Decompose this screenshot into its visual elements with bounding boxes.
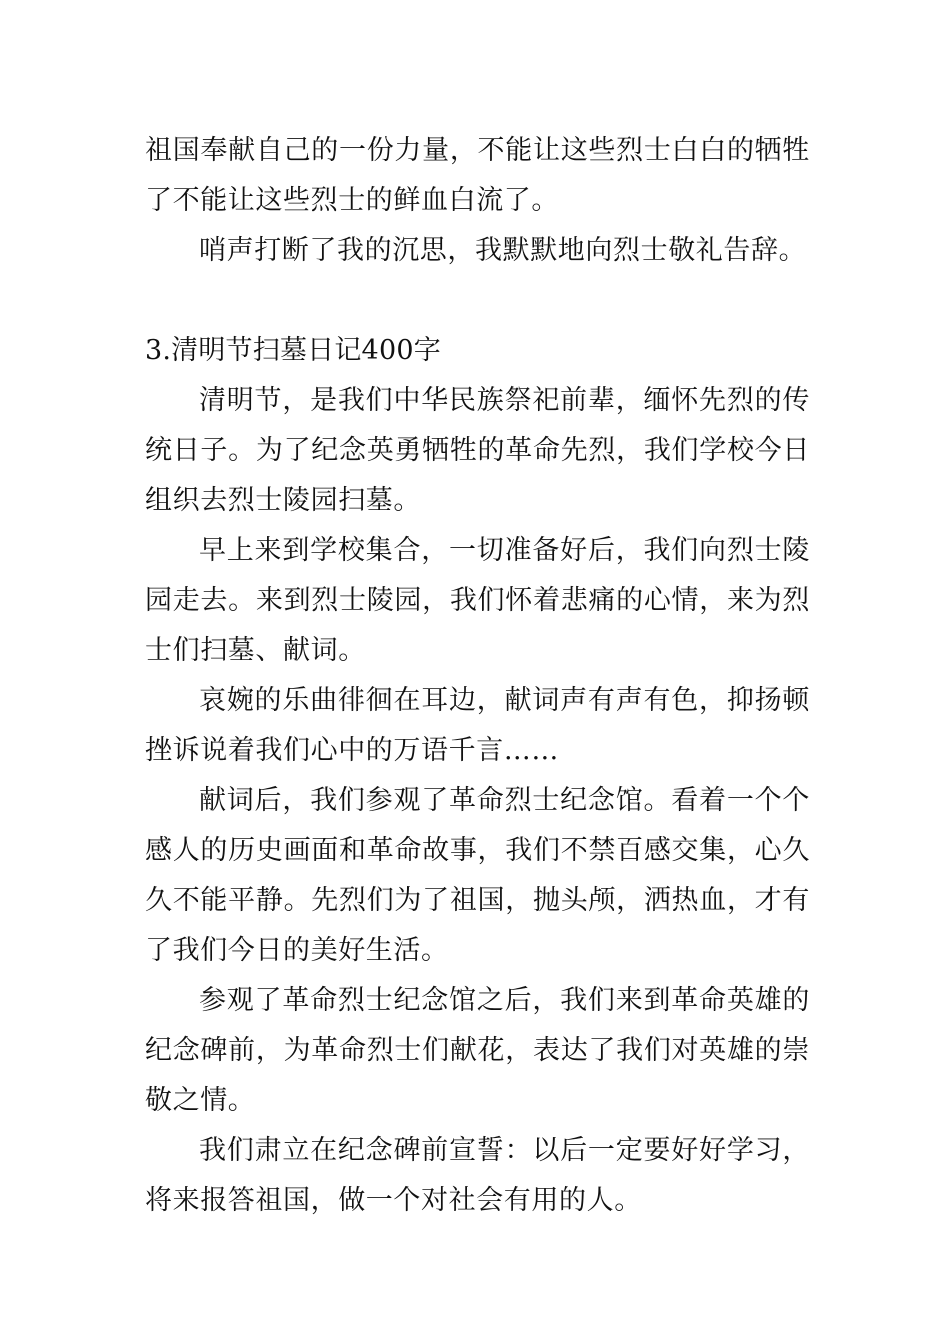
paragraph-6: 我们肃立在纪念碑前宣誓：以后一定要好好学习，将来报答祖国，做一个对社会有用的人。 (145, 1135, 810, 1216)
paragraph-5: 参观了革命烈士纪念馆之后，我们来到革命英雄的纪念碑前，为革命烈士们献花，表达了我们对英雄的崇敬之情。 (145, 985, 810, 1116)
paragraph-2: 早上来到学校集合，一切准备好后，我们向烈士陵园走去。来到烈士陵园，我们怀着悲痛的心情，来为烈士们扫墓、献词。 (145, 535, 810, 666)
section-spacer (145, 276, 810, 326)
paragraph-whistle: 哨声打断了我的沉思，我默默地向烈士敬礼告辞。 (199, 235, 807, 266)
paragraph-4: 献词后，我们参观了革命烈士纪念馆。看着一个个感人的历史画面和革命故事，我们不禁百感交集，心久久不能平静。先烈们为了祖国，抛头颅，洒热血，才有了我们今日的美好生活。 (145, 785, 810, 966)
document-body (145, 126, 810, 1226)
paragraph-continuation: 祖国奉献自己的一份力量，不能让这些烈士白白的牺牲了不能让这些烈士的鲜血白流了。 (145, 135, 810, 216)
paragraph-3: 哀婉的乐曲徘徊在耳边，献词声有声有色，抑扬顿挫诉说着我们心中的万语千言…… (145, 685, 810, 766)
paragraph-1: 清明节，是我们中华民族祭祀前辈，缅怀先烈的传统日子。为了纪念英勇牺牲的革命先烈，我们学校今日组织去烈士陵园扫墓。 (145, 385, 810, 516)
section-heading: 3.清明节扫墓日记400字 (145, 335, 441, 366)
